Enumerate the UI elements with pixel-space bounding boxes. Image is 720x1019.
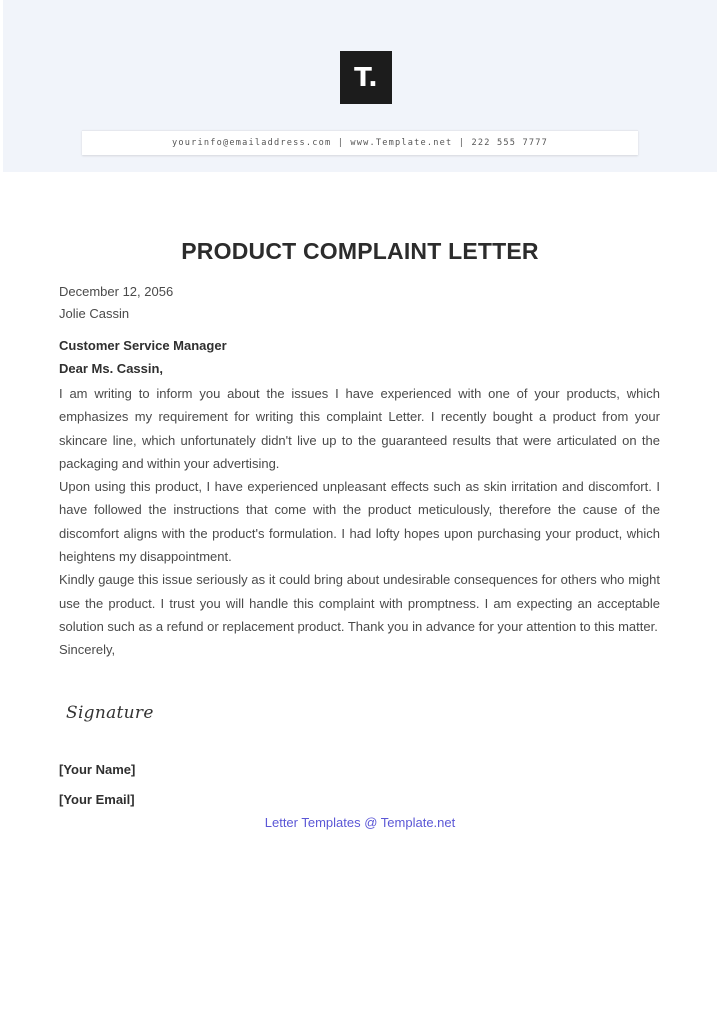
recipient-name: Jolie Cassin bbox=[59, 306, 130, 321]
letter-body bbox=[59, 382, 660, 662]
sender-name: [Your Name] bbox=[59, 762, 136, 777]
body-paragraph-3: Kindly gauge this issue seriously as it could bring about undesirable consequences for others who might use the product. I trust you will handle this complaint with promptness. I am expecting an acceptable solution such as a refund or replacement product. Thank you in advance for your attention to this matter. bbox=[59, 572, 660, 634]
body-paragraph-2: Upon using this product, I have experienced unpleasant effects such as skin irritation and discomfort. I have followed the instructions that come with the product meticulously, therefore the cause of the discomfort aligns with the product's formulation. I had lofty hopes upon purchasing your product, which heightens my disappointment. bbox=[59, 479, 660, 565]
recipient-title: Customer Service Manager bbox=[59, 338, 227, 353]
letter-date: December 12, 2056 bbox=[59, 284, 174, 299]
template-logo: T. bbox=[340, 51, 392, 104]
template-net-link[interactable]: Letter Templates @ Template.net bbox=[264, 815, 456, 830]
signature: Signature bbox=[66, 703, 154, 723]
salutation: Dear Ms. Cassin, bbox=[59, 361, 164, 376]
contact-info-bar bbox=[82, 130, 638, 155]
letter-title: PRODUCT COMPLAINT LETTER bbox=[181, 238, 539, 264]
body-paragraph-1: I am writing to inform you about the issues I have experienced with one of your products, which emphasizes my requirement for writing this complaint Letter. I recently bought a product from your skincare line, which unfortunately didn't live up to the guaranteed results that were articulated on the packaging and within your advertising. bbox=[59, 386, 660, 471]
contact-info-text: yourinfo@emailaddress.com | www.Template.net | 222 555 7777 bbox=[171, 138, 549, 148]
closing: Sincerely, bbox=[59, 642, 116, 658]
sender-email: [Your Email] bbox=[59, 792, 135, 807]
